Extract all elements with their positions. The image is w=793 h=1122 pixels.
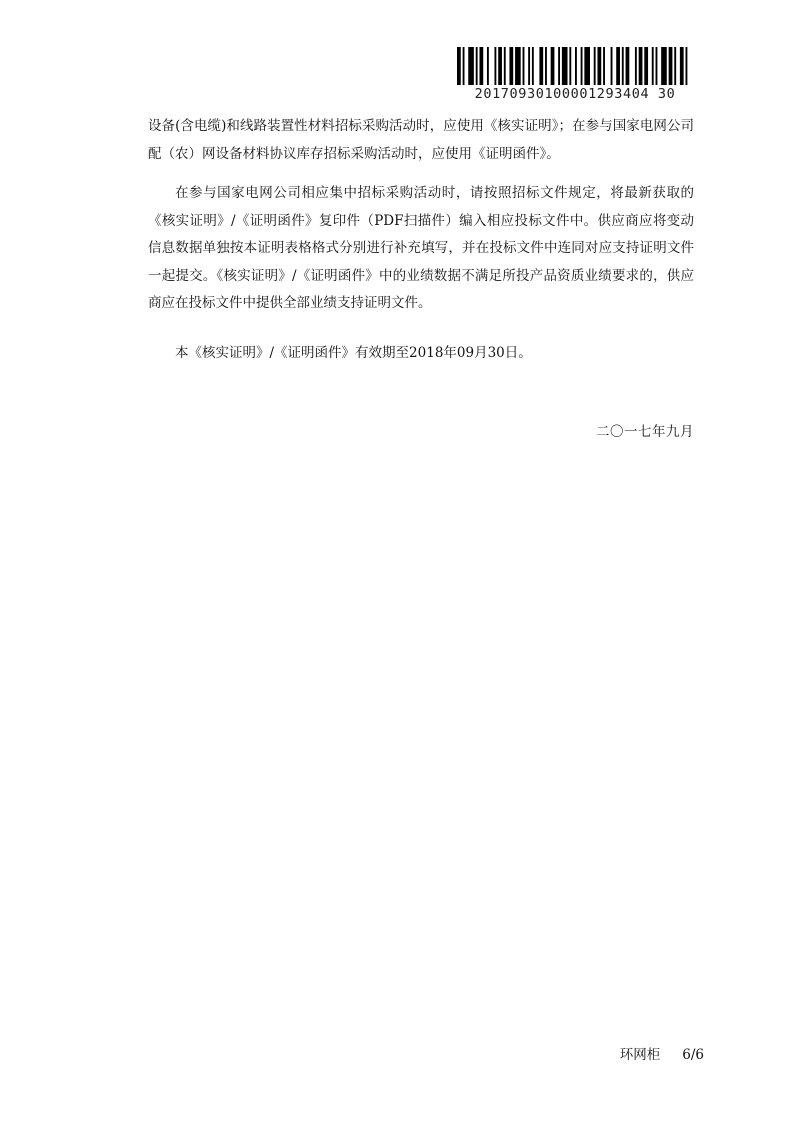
barcode-bars (457, 47, 693, 85)
barcode-bar (528, 47, 530, 85)
barcode-bar (597, 47, 601, 85)
barcode-bar (581, 47, 583, 85)
barcode-bar (644, 47, 648, 85)
barcode-bar (603, 47, 605, 85)
barcode-bar (680, 47, 684, 85)
barcode-bar (515, 47, 521, 85)
barcode-bar (487, 47, 489, 85)
barcode-bar (661, 47, 667, 85)
barcode-bar (611, 47, 613, 85)
barcode-bar (551, 47, 555, 85)
barcode-bar (479, 47, 483, 85)
barcode-bar (457, 47, 461, 85)
barcode-bar (652, 47, 654, 85)
paragraph-usage-rules: 设备(含电缆)和线路装置性材料招标采购活动时，应使用《核实证明》；在参与国家电网公司配（农）网设备材料协议库存招标采购活动时，应使用《证明函件》。 (148, 118, 694, 162)
barcode-bar (569, 47, 571, 85)
barcode-bar (509, 47, 513, 85)
barcode-bar (656, 47, 658, 85)
barcode (457, 47, 693, 102)
paragraph-validity: 本《核实证明》/《证明函件》有效期至2018年09月30日。 (175, 345, 532, 361)
barcode-bar (498, 47, 502, 85)
footer-product-name: 环网柜 (619, 1047, 661, 1063)
barcode-bar (558, 47, 560, 85)
barcode-bar (616, 47, 620, 85)
footer-page-number: 6/6 (682, 1047, 704, 1063)
barcode-bar (504, 47, 506, 85)
barcode-bar (476, 47, 478, 85)
barcode-bar (669, 47, 673, 85)
issue-date: 二〇一七年九月 (596, 424, 694, 440)
barcode-bar (635, 47, 637, 85)
barcode-bar (639, 47, 643, 85)
barcode-bar (523, 47, 525, 85)
barcode-bar (539, 47, 543, 85)
barcode-bar (494, 47, 496, 85)
barcode-bar (626, 47, 630, 85)
barcode-bar (686, 47, 688, 85)
barcode-number: 20170930100001293404 30 (474, 86, 676, 102)
barcode-bar (463, 47, 465, 85)
barcode-bar (562, 47, 568, 85)
barcode-bar (622, 47, 624, 85)
paragraph-submission-instructions: 在参与国家电网公司相应集中招标采购活动时，请按照招标文件规定，将最新获取的《核实证明》/《证明函件》复印件（PDF扫描件）编入相应投标文件中。供应商应将变动信息数据单独按本证明表格格式分别进行补充填写，并在投标文件中连同对应支持证明文件一起提交。《核实证明》/《证明函件》中的业绩数据不满足所投产品资质业绩要求的，供应商应在投标文件中提供全部业绩支持证明文件。 (148, 185, 694, 311)
barcode-bar (575, 47, 577, 85)
barcode-bar (545, 47, 547, 85)
page-footer (620, 1045, 704, 1065)
barcode-bar (674, 47, 676, 85)
barcode-bar (468, 47, 474, 85)
barcode-bar (584, 47, 590, 85)
barcode-bar (594, 47, 596, 85)
barcode-bar (532, 47, 534, 85)
